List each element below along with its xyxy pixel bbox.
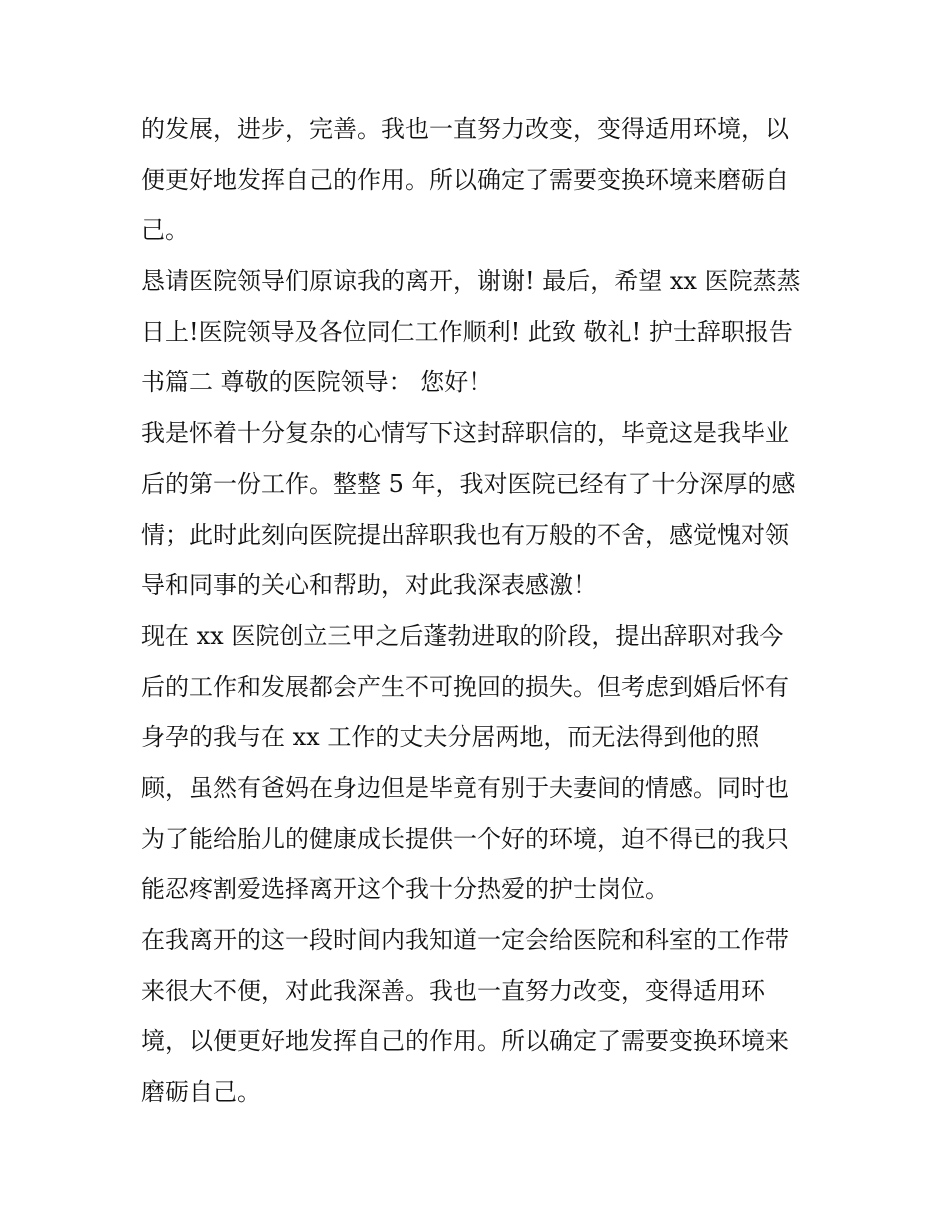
- text-line-3: 己。: [141, 216, 189, 245]
- text-line-18: 来很大不便，对此我深善。我也一直努力改变，变得适用环: [141, 976, 765, 1005]
- text-line-1: 的发展，进步，完善。我也一直努力改变，变得适用环境，以: [141, 115, 789, 143]
- text-line-16: 能忍疼割爱选择离开这个我十分热爱的护士岗位。: [141, 875, 669, 904]
- text-line-4: 恳请医院领导们原谅我的离开，谢谢! 最后，希望 xx 医院蒸蒸: [141, 267, 801, 296]
- text-line-2: 便更好地发挥自己的作用。所以确定了需要变换环境来磨砺自: [141, 165, 789, 194]
- text-line-13: 身孕的我与在 xx 工作的丈夫分居两地，而无法得到他的照: [141, 723, 760, 752]
- text-line-20: 磨砺自己。: [141, 1078, 261, 1107]
- text-line-11: 现在 xx 医院创立三甲之后蓬勃进取的阶段，提出辞职对我今: [141, 621, 784, 650]
- text-line-15: 为了能给胎儿的健康成长提供一个好的环境，迫不得已的我只: [141, 824, 789, 853]
- text-line-7: 我是怀着十分复杂的心情写下这封辞职信的，毕竟这是我毕业: [141, 419, 789, 448]
- text-line-8: 后的第一份工作。整整 5 年，我对医院已经有了十分深厚的感: [141, 469, 796, 498]
- text-line-10: 导和同事的关心和帮助，对此我深表感激！: [141, 571, 597, 600]
- text-line-6: 书篇二 尊敬的医院领导： 您好！: [141, 368, 493, 397]
- text-line-14: 顾，虽然有爸妈在身边但是毕竟有别于夫妻间的情感。同时也: [141, 773, 789, 802]
- text-line-17: 在我离开的这一段时间内我知道一定会给医院和科室的工作带: [141, 926, 789, 954]
- letter-body: [141, 104, 821, 1118]
- text-line-5: 日上!医院领导及各位同仁工作顺利! 此致 敬礼! 护士辞职报告: [141, 317, 793, 346]
- text-line-12: 后的工作和发展都会产生不可挽回的损失。但考虑到婚后怀有: [141, 672, 789, 701]
- text-line-19: 境，以便更好地发挥自己的作用。所以确定了需要变换环境来: [141, 1027, 789, 1056]
- text-line-9: 情；此时此刻向医院提出辞职我也有万般的不舍，感觉愧对领: [141, 520, 789, 549]
